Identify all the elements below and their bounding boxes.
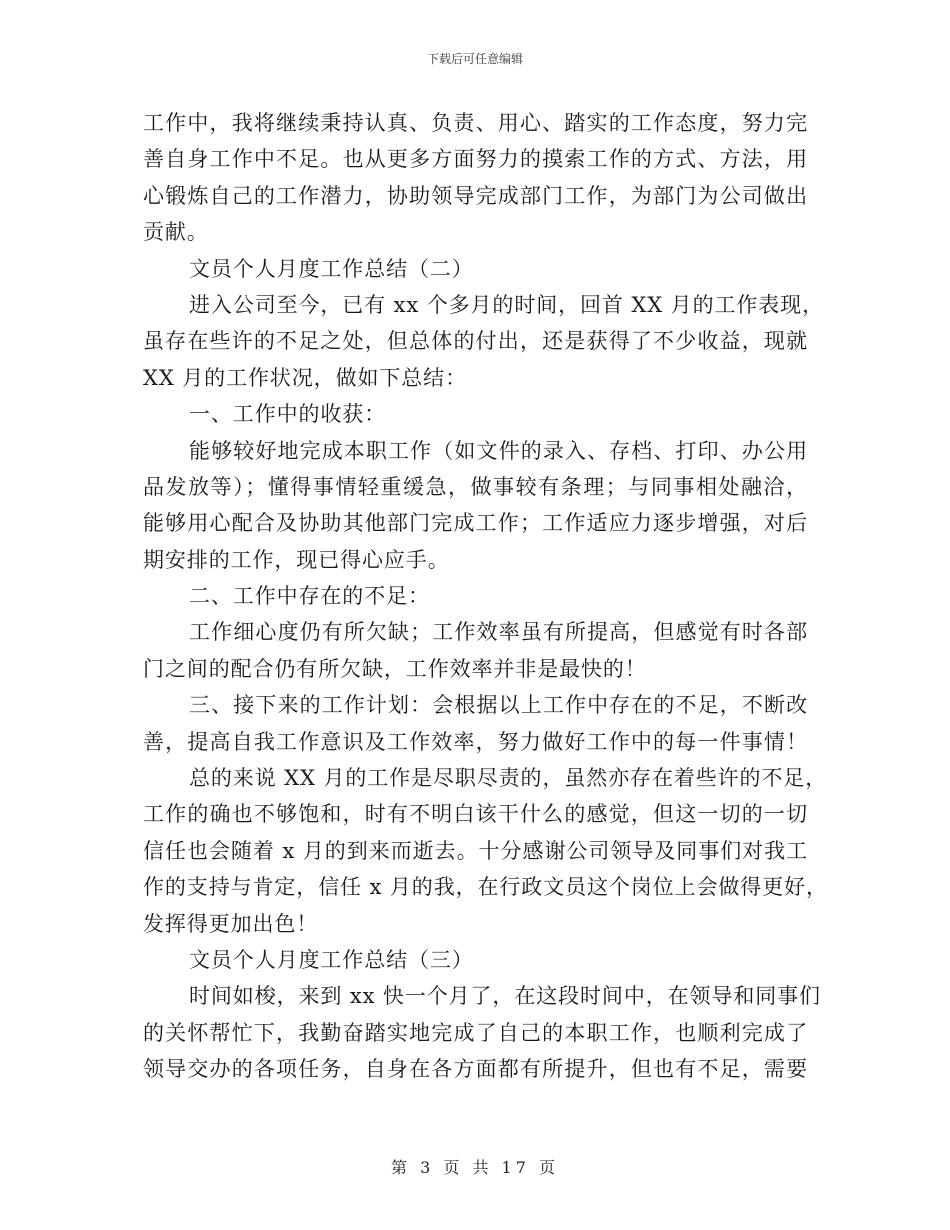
text-line: 善，提高自我工作意识及工作效率，努力做好工作中的每一件事情！	[143, 729, 808, 754]
text-line: 善自身工作中不足。也从更多方面努力的摸索工作的方式、方法，用	[143, 147, 808, 172]
text-line: 期安排的工作，现已得心应手。	[143, 547, 450, 572]
text-line: 贡献。	[143, 220, 209, 245]
text-line: 工作的确也不够饱和，时有不明白该干什么的感觉，但这一切的一切	[143, 802, 808, 827]
text-line: XX 月的工作状况，做如下总结：	[143, 365, 467, 390]
text-line: 文员个人月度工作总结（二）	[189, 256, 474, 281]
text-line: 作的支持与肯定，信任 x 月的我，在行政文员这个岗位上会做得更好，	[143, 875, 828, 900]
text-line: 领导交办的各项任务，自身在各方面都有所提升，但也有不足，需要	[143, 1057, 808, 1082]
text-line: 能够较好地完成本职工作（如文件的录入、存档、打印、办公用	[189, 438, 808, 463]
text-line: 心锻炼自己的工作潜力，协助领导完成部门工作，为部门为公司做出	[143, 183, 808, 208]
text-line: 总的来说 XX 月的工作是尽职尽责的，虽然亦存在着些许的不足，	[189, 766, 828, 791]
text-line: 品发放等）；懂得事情轻重缓急，做事较有条理；与同事相处融洽，	[143, 474, 808, 499]
text-line: 门之间的配合仍有所欠缺，工作效率并非是最快的！	[143, 656, 647, 681]
text-line: 工作细心度仍有所欠缺；工作效率虽有所提高，但感觉有时各部	[189, 620, 808, 645]
text-line: 能够用心配合及协助其他部门完成工作；工作适应力逐步增强，对后	[143, 511, 808, 536]
page-header: 下载后可任意编辑	[426, 52, 523, 66]
text-line: 虽存在些许的不足之处，但总体的付出，还是获得了不少收益，现就	[143, 329, 808, 354]
text-line: 三、接下来的工作计划：会根据以上工作中存在的不足，不断改	[189, 693, 808, 718]
text-line: 时间如梭，来到 xx 快一个月了，在这段时间中，在领导和同事们	[189, 984, 821, 1009]
text-line: 发挥得更加出色！	[143, 911, 319, 936]
text-line: 进入公司至今，已有 xx 个多月的时间，回首 XX 月的工作表现，	[189, 292, 824, 317]
text-line: 一、工作中的收获：	[189, 402, 387, 427]
text-line: 的关怀帮忙下，我勤奋踏实地完成了自己的本职工作，也顺利完成了	[143, 1020, 808, 1045]
document-body	[143, 105, 828, 1088]
text-line: 信任也会随着 x 月的到来而逝去。十分感谢公司领导及同事们对我工	[143, 838, 808, 863]
page-footer: 第 3 页 共 17 页	[391, 1158, 559, 1177]
text-line: 文员个人月度工作总结（三）	[189, 947, 474, 972]
text-line: 二、工作中存在的不足：	[189, 584, 430, 609]
text-line: 工作中，我将继续秉持认真、负责、用心、踏实的工作态度，努力完	[143, 111, 808, 135]
